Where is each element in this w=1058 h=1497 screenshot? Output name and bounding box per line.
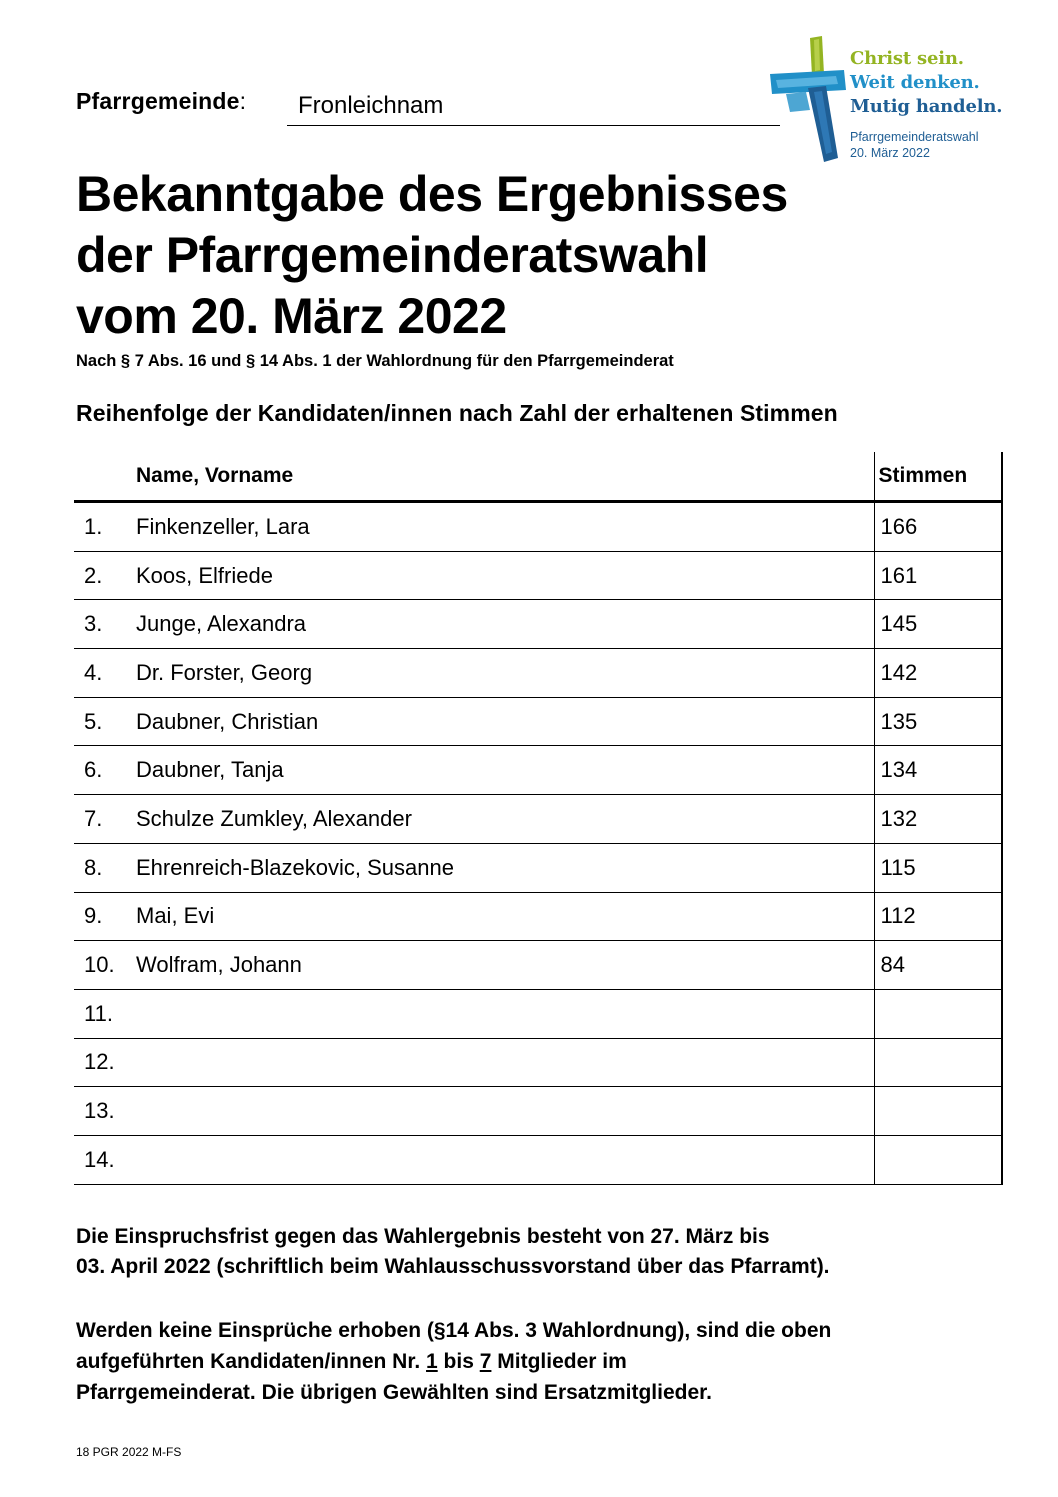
title-line-2: der Pfarrgemeinderatswahl bbox=[76, 227, 709, 283]
name-cell: Junge, Alexandra bbox=[136, 600, 874, 649]
rank-cell: 1. bbox=[74, 502, 136, 552]
table-header-row bbox=[74, 452, 1002, 502]
votes-cell: 134 bbox=[874, 746, 1002, 795]
name-cell bbox=[136, 989, 874, 1038]
votes-cell: 84 bbox=[874, 941, 1002, 990]
table-row bbox=[74, 600, 1002, 649]
name-cell: Schulze Zumkley, Alexander bbox=[136, 795, 874, 844]
name-cell: Daubner, Tanja bbox=[136, 746, 874, 795]
member-range-start: 1 bbox=[426, 1350, 438, 1373]
votes-cell: 135 bbox=[874, 697, 1002, 746]
table-row bbox=[74, 502, 1002, 552]
rank-cell: 9. bbox=[74, 892, 136, 941]
votes-cell: 132 bbox=[874, 795, 1002, 844]
table-row bbox=[74, 843, 1002, 892]
table-row bbox=[74, 746, 1002, 795]
votes-cell bbox=[874, 1087, 1002, 1136]
rank-cell: 8. bbox=[74, 843, 136, 892]
title-line-1: Bekanntgabe des Ergebnisses bbox=[76, 166, 788, 222]
table-row bbox=[74, 1087, 1002, 1136]
name-cell: Ehrenreich-Blazekovic, Susanne bbox=[136, 843, 874, 892]
legal-reference: Nach § 7 Abs. 16 und § 14 Abs. 1 der Wahlordnung für den Pfarrgemeinderat bbox=[76, 352, 674, 370]
logo-slogan-1: Christ sein. bbox=[850, 48, 964, 69]
logo-election-name: Pfarrgemeinderatswahl bbox=[850, 130, 979, 144]
votes-cell: 115 bbox=[874, 843, 1002, 892]
rank-cell: 2. bbox=[74, 551, 136, 600]
name-cell bbox=[136, 1087, 874, 1136]
votes-cell bbox=[874, 1038, 1002, 1087]
document-title bbox=[76, 164, 788, 347]
member-range-end: 7 bbox=[479, 1350, 492, 1373]
name-cell: Daubner, Christian bbox=[136, 697, 874, 746]
cross-icon bbox=[766, 30, 850, 170]
table-row bbox=[74, 795, 1002, 844]
logo-election-date: 20. März 2022 bbox=[850, 146, 930, 160]
votes-cell bbox=[874, 989, 1002, 1038]
header-name: Name, Vorname bbox=[136, 452, 874, 502]
name-cell: Dr. Forster, Georg bbox=[136, 649, 874, 698]
rank-cell: 7. bbox=[74, 795, 136, 844]
name-cell: Wolfram, Johann bbox=[136, 941, 874, 990]
rank-cell: 10. bbox=[74, 941, 136, 990]
table-row bbox=[74, 941, 1002, 990]
header-votes: Stimmen bbox=[874, 452, 1002, 502]
votes-cell: 145 bbox=[874, 600, 1002, 649]
name-cell bbox=[136, 1135, 874, 1184]
rank-cell: 5. bbox=[74, 697, 136, 746]
title-line-3: vom 20. März 2022 bbox=[76, 288, 507, 344]
rank-cell: 11. bbox=[74, 989, 136, 1038]
logo-slogan-2: Weit denken. bbox=[850, 72, 980, 93]
rank-cell: 3. bbox=[74, 600, 136, 649]
election-logo bbox=[766, 30, 1006, 170]
name-cell: Finkenzeller, Lara bbox=[136, 502, 874, 552]
rank-cell: 6. bbox=[74, 746, 136, 795]
table-row bbox=[74, 1038, 1002, 1087]
parish-underline bbox=[287, 125, 780, 126]
form-code: 18 PGR 2022 M-FS bbox=[76, 1445, 182, 1459]
members-notice: Werden keine Einsprüche erhoben (§14 Abs. 3 Wahlordnung), sind die oben aufgeführten Kandidaten/innen Nr. 1 bis 7 Mitglieder im Pfarrgemeinderat. Die übrigen Gewählten sind Ersatzmitglieder. bbox=[76, 1319, 832, 1404]
header-rank bbox=[74, 452, 136, 502]
table-row bbox=[74, 649, 1002, 698]
rank-cell: 12. bbox=[74, 1038, 136, 1087]
name-cell: Mai, Evi bbox=[136, 892, 874, 941]
parish-name: Fronleichnam bbox=[298, 92, 444, 119]
rank-cell: 4. bbox=[74, 649, 136, 698]
objection-notice: Die Einspruchsfrist gegen das Wahlergebnis besteht von 27. März bis 03. April 2022 (schriftlich beim Wahlausschussvorstand über das Pfarramt). bbox=[76, 1225, 830, 1278]
table-row bbox=[74, 551, 1002, 600]
table-row bbox=[74, 989, 1002, 1038]
rank-cell: 13. bbox=[74, 1087, 136, 1136]
table-row bbox=[74, 892, 1002, 941]
ranking-heading: Reihenfolge der Kandidaten/innen nach Zahl der erhaltenen Stimmen bbox=[76, 400, 838, 426]
logo-slogan-3: Mutig handeln. bbox=[850, 96, 1003, 117]
votes-cell: 142 bbox=[874, 649, 1002, 698]
name-cell: Koos, Elfriede bbox=[136, 551, 874, 600]
votes-cell: 112 bbox=[874, 892, 1002, 941]
parish-label: Pfarrgemeinde: bbox=[76, 88, 247, 114]
table-row bbox=[74, 697, 1002, 746]
votes-cell: 166 bbox=[874, 502, 1002, 552]
rank-cell: 14. bbox=[74, 1135, 136, 1184]
table-row bbox=[74, 1135, 1002, 1184]
votes-cell: 161 bbox=[874, 551, 1002, 600]
results-table bbox=[74, 452, 1002, 1185]
name-cell bbox=[136, 1038, 874, 1087]
votes-cell bbox=[874, 1135, 1002, 1184]
